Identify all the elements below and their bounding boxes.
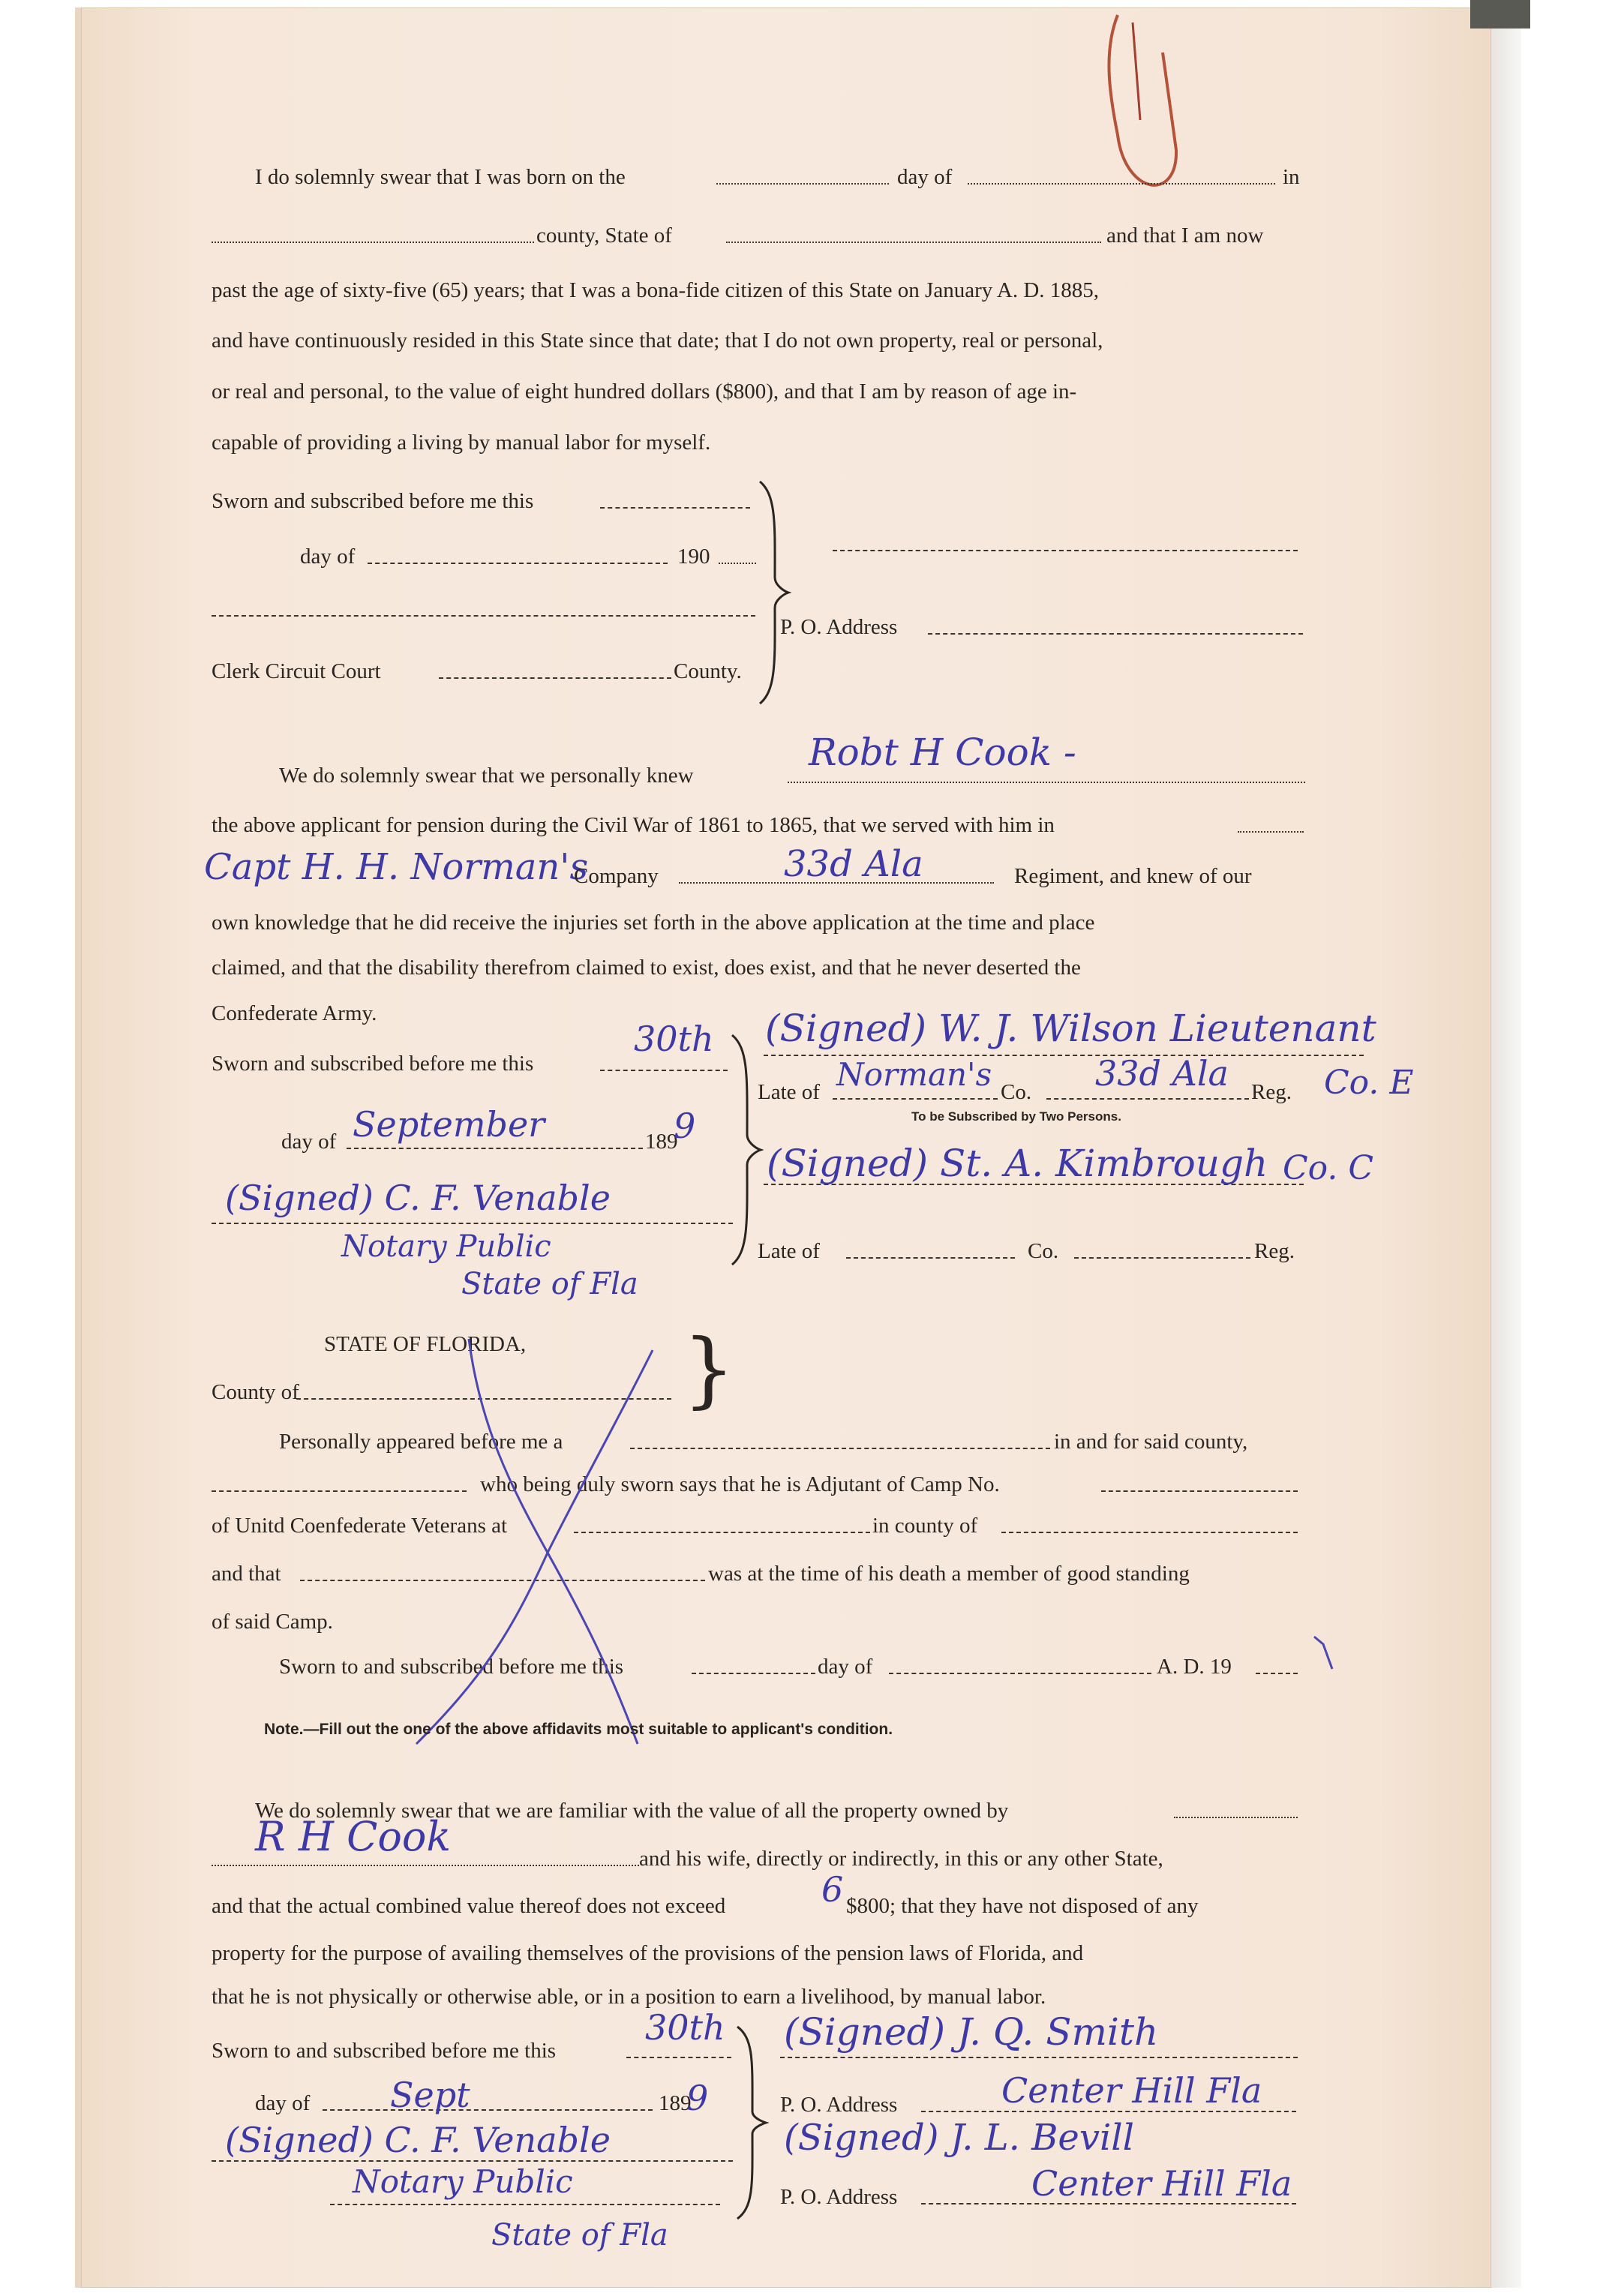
state-line-1a: Personally appeared before me a: [279, 1430, 563, 1454]
property-line-1: We do solemnly swear that we are familiar with the value of all the property owned by: [255, 1799, 1009, 1823]
property-po1-label: P. O. Address: [780, 2093, 898, 2117]
comrades-late-of-value: Norman's: [836, 1056, 992, 1093]
property-po1-blank: [921, 2111, 1296, 2112]
comrades-late-of-2: Late of: [758, 1239, 820, 1263]
comrades-co-value: 33d Ala: [1095, 1053, 1229, 1094]
comrades-year-hand: 9: [674, 1106, 696, 1146]
comrades-served-blank: [1238, 831, 1304, 833]
property-sworn-day: 30th: [645, 2007, 725, 2048]
property-sworn: Sworn to and subscribed before me this: [212, 2039, 557, 2063]
jurat1-day-blank: [600, 507, 750, 509]
property-brace: [731, 2025, 769, 2220]
jurat1-signature-line: [833, 550, 1298, 551]
comrades-notary-sign-line: [212, 1223, 733, 1224]
jurat1-month-blank: [368, 563, 668, 564]
comrades-witness2-signature: (Signed) St. A. Kimbrough: [767, 1142, 1268, 1185]
property-po1-value: Center Hill Fla: [1001, 2070, 1262, 2111]
jurat1-year-blank: [719, 563, 756, 564]
jurat1-sworn: Sworn and subscribed before me this: [212, 489, 534, 513]
comrades-notary-state: State of Fla: [461, 1267, 638, 1301]
state-sworn-c: A. D. 19: [1157, 1655, 1232, 1679]
comrades-co-blank: [1046, 1098, 1249, 1100]
state-officer-blank: [630, 1448, 1050, 1449]
comrades-sworn-day: 30th: [634, 1019, 714, 1059]
comrades-sworn-day-blank: [600, 1070, 728, 1071]
two-persons-instruction: To be Subscribed by Two Persons.: [911, 1109, 1121, 1124]
jurat1-po-label: P. O. Address: [780, 615, 898, 639]
comrades-year-printed: 189: [645, 1130, 678, 1154]
comrades-oath-line-4: own knowledge that he did receive the injuries set forth in the above application at the time and place: [212, 911, 1095, 935]
comrades-captain-name: Capt H. H. Norman's: [204, 846, 589, 888]
comrades-month-blank: [347, 1148, 643, 1149]
comrades-notary-title: Notary Public: [341, 1229, 551, 1264]
comrades-applicant-blank: [788, 782, 1305, 783]
comrades-oath-line-2: the above applicant for pension during the Civil War of 1861 to 1865, that we served with him in: [212, 813, 1055, 837]
state-sworn-a: Sworn to and subscribed before me this: [279, 1655, 624, 1679]
property-witness1-line: [780, 2057, 1298, 2058]
birth-oath-text: I do solemnly swear that I was born on the: [255, 165, 626, 189]
comrades-applicant-name: Robt H Cook -: [809, 731, 1076, 774]
property-notary-sign-line: [212, 2160, 733, 2162]
comrades-company-value: 33d Ala: [784, 843, 923, 885]
property-owner-blank-2: [212, 1865, 639, 1866]
birth-now-label: and that I am now: [1106, 224, 1264, 248]
birth-day-of-label: day of: [897, 165, 953, 189]
state-sworn-b: day of: [818, 1655, 873, 1679]
property-value-printed: $800; that they have not disposed of any: [846, 1894, 1199, 1918]
jurat1-clerk-sign-line: [212, 615, 755, 617]
birth-oath-line-6: capable of providing a living by manual labor for myself.: [212, 431, 711, 455]
property-line-5: that he is not physically or otherwise able, or in a position to earn a livelihood, by manual labor.: [212, 1985, 1046, 2009]
state-line-3b: in county of: [872, 1514, 978, 1538]
state-line-3a: of Unitd Coenfederate Veterans at: [212, 1514, 508, 1538]
state-county-of-blank: [1001, 1532, 1298, 1533]
scanner-shadow: [1470, 0, 1530, 29]
comrades-late-of-blank: [833, 1098, 998, 1100]
comrades-co-letter-1: Co. E: [1324, 1064, 1414, 1102]
comrades-witness1-signature: (Signed) W. J. Wilson Lieutenant: [765, 1007, 1376, 1050]
birth-oath-line-3: past the age of sixty-five (65) years; that I was a bona-fide citizen of this State on January A. D. 1885,: [212, 278, 1100, 302]
comrades-co-label: Co.: [1001, 1080, 1032, 1104]
jurat1-year: 190: [677, 545, 710, 569]
state-line-4a: and that: [212, 1562, 281, 1586]
jurat1-brace: [754, 480, 791, 705]
birth-oath-line-5: or real and personal, to the value of eight hundred dollars ($800), and that I am by reason of age in-: [212, 380, 1077, 404]
comrades-co-label-2: Co.: [1028, 1239, 1059, 1263]
state-camp-no-blank: [1101, 1490, 1298, 1492]
comrades-reg-label: Reg.: [1251, 1080, 1292, 1104]
state-line-5: of said Camp.: [212, 1610, 333, 1634]
state-sworn-day-blank: [692, 1673, 815, 1674]
comrades-oath-line-6: Confederate Army.: [212, 1001, 377, 1025]
comrades-oath-line-3-end: Regiment, and knew of our: [1014, 864, 1252, 888]
jurat1-day-of: day of: [300, 545, 356, 569]
birth-oath-line-4: and have continuously resided in this State since that date; that I do not own property, real or personal,: [212, 329, 1103, 353]
property-day-of: day of: [255, 2091, 311, 2115]
property-sworn-day-blank: [626, 2057, 731, 2058]
property-notary-title: Notary Public: [353, 2163, 573, 2200]
property-po2-value: Center Hill Fla: [1031, 2163, 1292, 2204]
comrades-brace: [726, 1034, 764, 1266]
comrades-late-of: Late of: [758, 1080, 820, 1104]
property-line-3a: and that the actual combined value thereof does not exceed: [212, 1894, 726, 1918]
state-county-of: County of: [212, 1380, 299, 1404]
jurat1-county-blank: [439, 677, 671, 679]
comrades-co-letter-2: Co. C: [1283, 1149, 1374, 1187]
comrades-day-of: day of: [281, 1130, 337, 1154]
property-po2-label: P. O. Address: [780, 2185, 898, 2209]
jurat1-county: County.: [674, 659, 742, 683]
property-year-hand: 9: [686, 2078, 709, 2118]
state-sworn-month-blank: [889, 1673, 1151, 1674]
birth-county-label: county, State of: [536, 224, 672, 248]
property-notary-state: State of Fla: [491, 2218, 668, 2252]
property-notary-title-line: [330, 2204, 720, 2205]
property-line-2: and his wife, directly or indirectly, in this or any other State,: [639, 1847, 1163, 1871]
property-witness1-signature: (Signed) J. Q. Smith: [784, 2010, 1159, 2054]
birth-day-blank: [716, 183, 889, 185]
state-line-2: who being duly sworn says that he is Adjutant of Camp No.: [480, 1472, 1000, 1496]
property-witness2-signature: (Signed) J. L. Bevill: [784, 2117, 1134, 2159]
property-value-hand: 6: [821, 1869, 844, 1910]
comrades-reg-label-2: Reg.: [1254, 1239, 1295, 1263]
birth-month-blank: [968, 183, 1275, 185]
jurat1-clerk: Clerk Circuit Court: [212, 659, 381, 683]
property-year-printed: 189: [659, 2091, 692, 2115]
cross-out-mark: [405, 1335, 660, 1755]
property-line-4: property for the purpose of availing themselves of the provisions of the pension laws of Florida, and: [212, 1941, 1084, 1965]
property-month-blank: [323, 2109, 653, 2111]
property-notary-signature: (Signed) C. F. Venable: [225, 2120, 611, 2160]
note-instruction: Note.—Fill out the one of the above affidavits most suitable to applicant's condition.: [264, 1721, 893, 1738]
state-heading: STATE OF FLORIDA,: [324, 1332, 527, 1356]
property-owner-name: R H Cook: [255, 1813, 452, 1860]
paper-clip-stain: [1088, 8, 1193, 210]
comrades-company-label: Company: [574, 864, 659, 888]
state-line-1b: in and for said county,: [1054, 1430, 1248, 1454]
property-month: Sept: [390, 2075, 470, 2115]
jurat1-po-blank: [928, 633, 1303, 635]
comrades-oath-line-5: claimed, and that the disability therefrom claimed to exist, does exist, and that he never deserted the: [212, 956, 1081, 980]
birth-county-blank: [212, 242, 534, 243]
birth-state-blank: [726, 242, 1101, 243]
comrades-sworn: Sworn and subscribed before me this: [212, 1052, 534, 1076]
state-brace: }: [683, 1321, 735, 1417]
comrades-late-of-2-blank: [846, 1257, 1015, 1259]
state-line-4b: was at the time of his death a member of good standing: [708, 1562, 1190, 1586]
state-sworn-year-blank: [1256, 1673, 1298, 1674]
comrades-notary-signature: (Signed) C. F. Venable: [225, 1178, 611, 1218]
comrades-month: September: [353, 1104, 545, 1145]
property-owner-blank-1: [1174, 1817, 1298, 1818]
birth-in-label: in: [1283, 165, 1300, 189]
comrades-co-2-blank: [1074, 1257, 1250, 1259]
check-mark-right: [1313, 1635, 1335, 1673]
scanner-margin: [1491, 8, 1521, 2288]
comrades-oath-line-1: We do solemnly swear that we personally knew: [279, 764, 694, 788]
